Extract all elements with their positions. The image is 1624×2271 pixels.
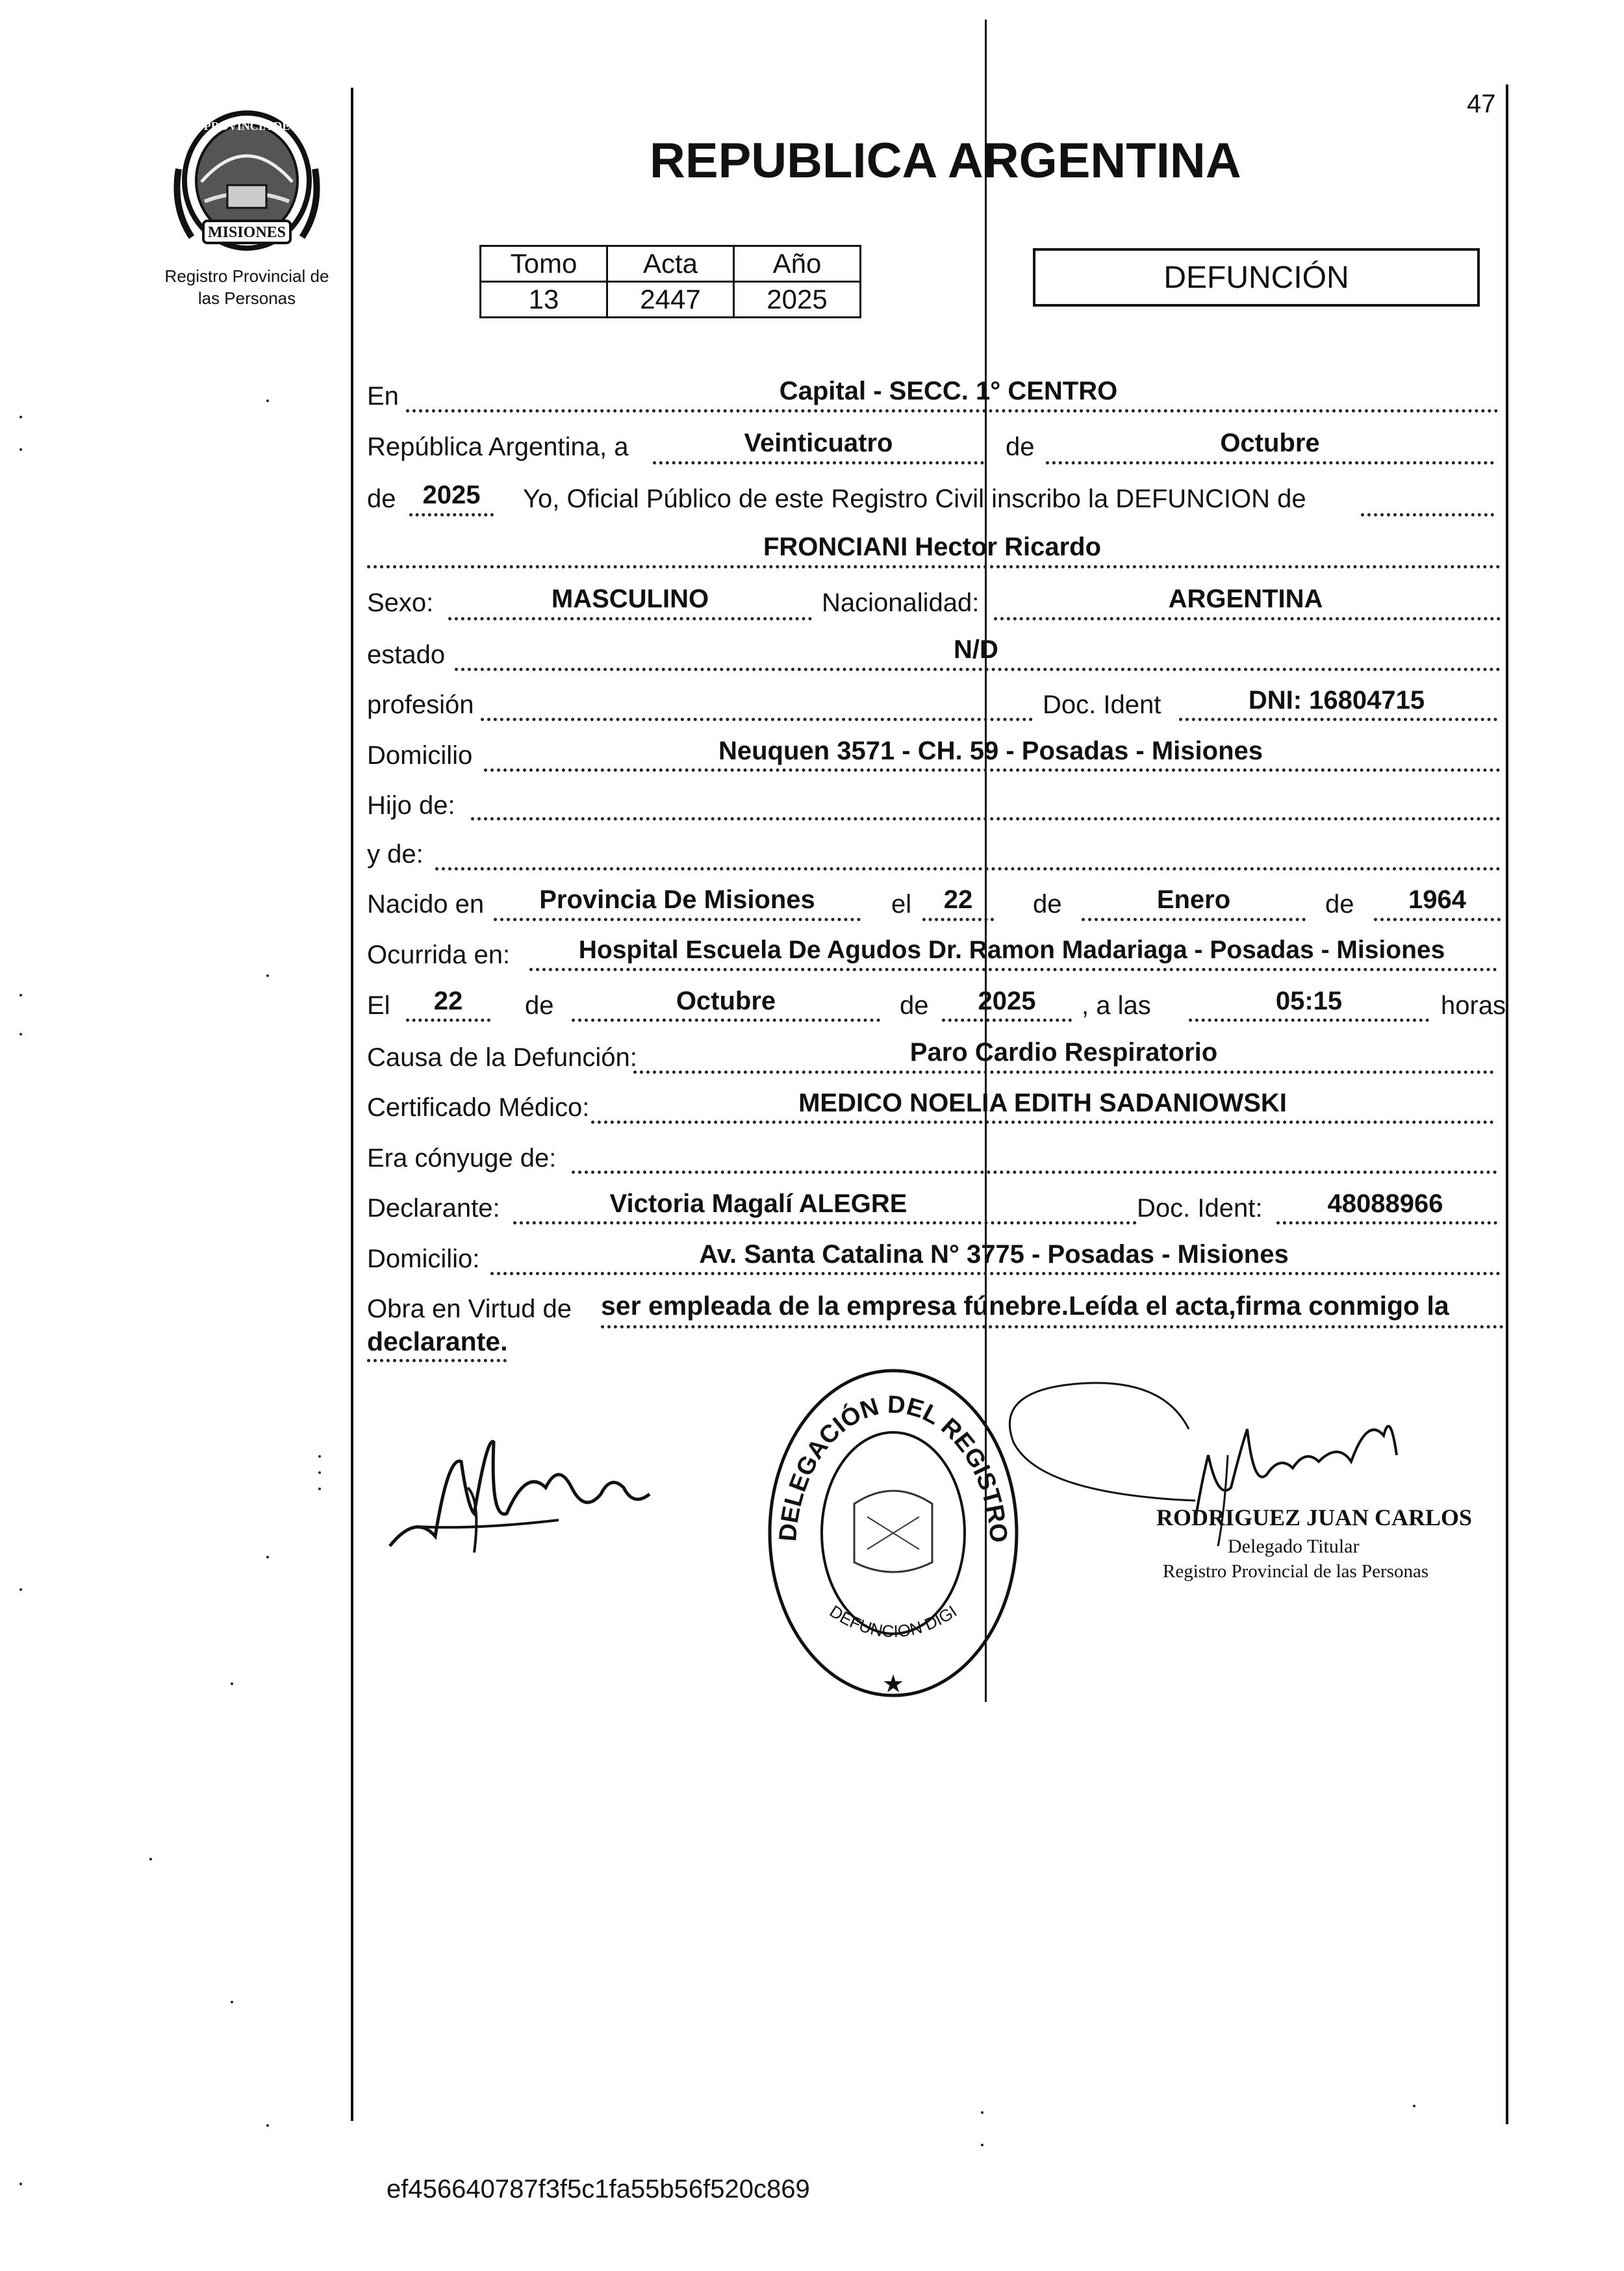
death-year-line (942, 1019, 1072, 1022)
scan-speck (19, 448, 22, 451)
anio-value: 2025 (734, 282, 861, 318)
hijo-line (471, 817, 1501, 820)
stamp-text: DELEGACIÓN DEL REGISTRO (774, 1391, 1013, 1544)
signatory-role: Delegado Titular (1228, 1536, 1360, 1557)
domicilio2-line (490, 1272, 1501, 1275)
domicilio-label: Domicilio (367, 741, 473, 770)
provincial-seal (166, 104, 328, 253)
de-label: de (1006, 433, 1035, 461)
acta-value: 2447 (607, 282, 734, 318)
domicilio2-value: Av. Santa Catalina N° 3775 - Posadas - Misiones (699, 1240, 1289, 1269)
birth-year-line (1374, 918, 1501, 921)
page-number: 47 (1467, 90, 1496, 118)
obra-value-line2: declarante. (367, 1326, 508, 1356)
domicilio2-label: Domicilio: (367, 1245, 480, 1273)
en-label: En (367, 382, 399, 411)
anio-header: Año (734, 246, 861, 282)
de6-label: de (900, 991, 929, 1020)
death-day-line (406, 1019, 490, 1022)
day-line (653, 461, 984, 464)
scan-speck (266, 1556, 269, 1558)
scan-speck (318, 1471, 321, 1474)
deceased-name-line (367, 565, 1501, 568)
nacido-value: Provincia De Misiones (539, 885, 815, 914)
scan-speck (19, 1588, 22, 1591)
svg-text:★: ★ (882, 1671, 905, 1698)
causa-value: Paro Cardio Respiratorio (909, 1038, 1218, 1067)
de5-label: de (525, 991, 554, 1020)
declarante-line (513, 1221, 1137, 1224)
hijo-label: Hijo de: (367, 791, 455, 820)
de3-label: de (1033, 890, 1062, 919)
scan-speck (1413, 2105, 1415, 2107)
scan-speck (231, 2001, 233, 2003)
scan-speck (231, 1682, 233, 1685)
scan-speck (19, 1033, 22, 1035)
declarante-value: Victoria Magalí ALEGRE (609, 1189, 907, 1218)
ocurrida-value: Hospital Escuela De Agudos Dr. Ramon Madariaga - Posadas - Misiones (578, 936, 1445, 964)
nacionalidad-label: Nacionalidad: (822, 589, 980, 617)
stamp-inner-text: DEFUNCION DIGI (826, 1601, 961, 1642)
deceased-name: FRONCIANI Hector Ricardo (763, 533, 1102, 561)
scan-speck (266, 974, 269, 977)
death-time: 05:15 (1275, 987, 1343, 1015)
el-label: el (891, 890, 912, 919)
conyuge-label: Era cónyuge de: (367, 1144, 557, 1173)
official-stamp (757, 1354, 1030, 1712)
causa-label: Causa de la Defunción: (367, 1043, 637, 1072)
acta-header: Acta (607, 246, 734, 282)
scan-speck (149, 1858, 152, 1860)
birth-month-line (1082, 918, 1306, 921)
seal-text-top: PROVINCIA DE (203, 120, 290, 133)
scan-speck (318, 1488, 321, 1490)
tomo-header: Tomo (481, 246, 607, 282)
scan-speck (19, 416, 22, 418)
en-value: Capital - SECC. 1° CENTRO (779, 377, 1118, 405)
birth-day-line (922, 918, 994, 921)
domicilio-line (484, 768, 1501, 772)
horas-label: horas (1441, 991, 1506, 1020)
birth-day: 22 (943, 885, 973, 914)
doc-line (1179, 718, 1497, 721)
scan-speck (266, 2124, 269, 2127)
signatory-office: Registro Provincial de las Personas (1163, 1561, 1429, 1582)
footer-hash: ef456640787f3f5c1fa55b56f520c869 (387, 2175, 810, 2203)
right-margin-line (1506, 84, 1508, 2124)
registry-line-1: Registro Provincial de (164, 266, 329, 286)
death-time-line (1189, 1019, 1429, 1022)
nacionalidad-value: ARGENTINA (1168, 585, 1323, 613)
oficial-trailing-line (1361, 513, 1494, 516)
page-title: REPUBLICA ARGENTINA (650, 133, 1241, 188)
scan-speck (19, 2183, 22, 2185)
doc2-label: Doc. Ident: (1137, 1194, 1263, 1223)
en-line (406, 409, 1499, 412)
nacionalidad-line (994, 617, 1501, 620)
seal-text-bottom: MISIONES (207, 224, 286, 241)
certificado-line (591, 1121, 1494, 1124)
declarant-signature (377, 1416, 656, 1572)
registry-line-2: las Personas (197, 288, 296, 308)
sexo-value: MASCULINO (551, 585, 709, 613)
ocurrida-line (529, 968, 1497, 971)
scan-speck (981, 2111, 983, 2114)
doc-label: Doc. Ident (1043, 691, 1161, 719)
declarante-label: Declarante: (367, 1194, 500, 1223)
death-month: Octubre (676, 987, 776, 1015)
left-margin-line (351, 88, 353, 2121)
death-month-line (572, 1019, 880, 1022)
ocurrida-label: Ocurrida en: (367, 941, 511, 969)
scan-speck (266, 400, 269, 402)
death-day: 22 (433, 987, 463, 1015)
doc-value: DNI: 16804715 (1248, 686, 1425, 715)
republica-label: República Argentina, a (367, 433, 629, 461)
obra-value-line1: ser empleada de la empresa fúnebre.Leída el acta,firma conmigo la (601, 1291, 1449, 1321)
doc2-value: 48088966 (1327, 1189, 1443, 1218)
de2-label: de (367, 485, 396, 513)
estado-value: N/D (954, 635, 998, 664)
doc2-line (1276, 1221, 1497, 1224)
month-line (1046, 461, 1494, 464)
record-type-box (1033, 248, 1480, 307)
svg-text:DELEGACIÓN DEL REGISTRO DE LAS (757, 1354, 1012, 1550)
obra-label: Obra en Virtud de (367, 1295, 572, 1323)
sexo-line (448, 617, 812, 620)
register-table (479, 245, 861, 318)
year-value: 2025 (422, 481, 481, 509)
causa-line (633, 1071, 1494, 1074)
estado-label: estado (367, 641, 446, 669)
alas-label: , a las (1082, 991, 1151, 1020)
year-line (409, 513, 494, 516)
death-year: 2025 (978, 987, 1036, 1015)
birth-year: 1964 (1408, 885, 1466, 914)
yde-label: y de: (367, 840, 424, 869)
birth-month: Enero (1156, 885, 1231, 914)
domicilio-value: Neuquen 3571 - CH. 59 - Posadas - Misiones (718, 737, 1263, 765)
obra-line1 (601, 1325, 1504, 1328)
record-type: DEFUNCIÓN (1163, 260, 1349, 295)
scan-speck (981, 2144, 983, 2146)
day-value: Veinticuatro (744, 429, 893, 457)
month-value: Octubre (1220, 429, 1320, 457)
conyuge-line (572, 1171, 1497, 1174)
certificado-value: MEDICO NOELIA EDITH SADANIOWSKI (798, 1089, 1287, 1117)
de4-label: de (1325, 890, 1354, 919)
tomo-value: 13 (481, 282, 607, 318)
scan-speck (19, 994, 22, 996)
obra-line2 (367, 1359, 507, 1362)
estado-line (455, 668, 1501, 671)
oficial-text: Yo, Oficial Público de este Registro Civil inscribo la DEFUNCION de (523, 485, 1306, 513)
scan-speck (318, 1455, 321, 1458)
official-signature (1000, 1351, 1494, 1566)
yde-line (435, 867, 1501, 870)
nacido-label: Nacido en (367, 890, 485, 919)
profesion-label: profesión (367, 691, 474, 719)
profesion-line (481, 718, 1033, 721)
signatory-name: RODRIGUEZ JUAN CARLOS (1156, 1504, 1473, 1530)
sexo-label: Sexo: (367, 589, 434, 617)
el2-label: El (367, 991, 390, 1020)
nacido-line (494, 918, 861, 921)
certificado-label: Certificado Médico: (367, 1093, 590, 1122)
